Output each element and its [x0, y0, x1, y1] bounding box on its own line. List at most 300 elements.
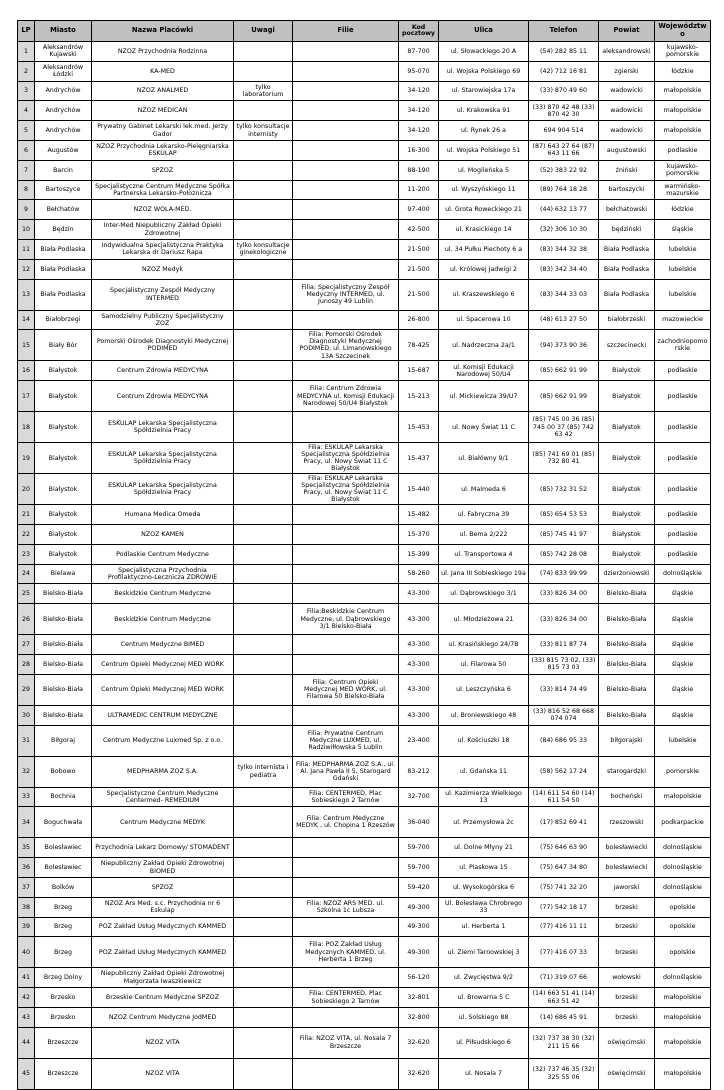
table-row [18, 654, 711, 674]
cell-powiat: dzierżoniowski [599, 564, 655, 584]
cell-uwagi [234, 584, 293, 604]
cell-kod: 49-300 [399, 897, 439, 917]
cell-ulica: ul. 34 Pułku Piechoty 6 a [439, 239, 529, 259]
cell-telefon: (54) 282 85 11 [529, 42, 599, 62]
cell-telefon: (32) 737 38 30 (32) 211 15 66 [529, 1027, 599, 1058]
cell-kod: 49-300 [399, 917, 439, 937]
cell-kod: 43-300 [399, 674, 439, 705]
cell-uwagi [234, 1058, 293, 1089]
cell-powiat: jaworski [599, 877, 655, 897]
cell-telefon: (33) 816 52 68 668 074 074 [529, 705, 599, 725]
cell-miasto: Boguchwała [35, 807, 92, 838]
cell-ulica: ul. Mogileńska 5 [439, 160, 529, 180]
table-row [18, 838, 711, 858]
cell-kod: 34-120 [399, 101, 439, 121]
cell-nazwa: KA-MED [92, 61, 234, 81]
cell-ulica: ul. Spacerowa 10 [439, 310, 529, 330]
cell-uwagi [234, 544, 293, 564]
cell-kod: 78-425 [399, 330, 439, 361]
table-row [18, 584, 711, 604]
cell-uwagi [234, 160, 293, 180]
cell-filie: Filia: Pomorski Ośrodek Diagnostyki Medycznej PODIMED, ul. Limanowskiego 13A Szczecinek [293, 330, 399, 361]
cell-telefon: (85) 745 41 97 [529, 524, 599, 544]
cell-telefon: (85) 745 00 36 (85) 745 00 37 (85) 742 63 42 [529, 412, 599, 443]
cell-nazwa: Brzeskie Centrum Medyczne SPZOZ [92, 988, 234, 1008]
cell-kod: 43-300 [399, 635, 439, 655]
cell-powiat: Bielsko-Biała [599, 705, 655, 725]
cell-powiat: zgierski [599, 61, 655, 81]
cell-wojewodztwo: małopolskie [655, 1027, 711, 1058]
cell-ulica: ul. Dąbrowskiego 3/1 [439, 584, 529, 604]
cell-kod: 83-212 [399, 756, 439, 787]
cell-miasto: Białobrzegi [35, 310, 92, 330]
cell-wojewodztwo: małopolskie [655, 988, 711, 1008]
cell-uwagi [234, 654, 293, 674]
cell-powiat: bełchatowski [599, 200, 655, 220]
col-header-powiat: Powiat [599, 21, 655, 42]
cell-filie [293, 310, 399, 330]
cell-lp: 35 [18, 838, 35, 858]
cell-kod: 32-620 [399, 1027, 439, 1058]
cell-uwagi [234, 897, 293, 917]
cell-kod: 43-300 [399, 584, 439, 604]
cell-ulica: ul. Gdańska 11 [439, 756, 529, 787]
cell-wojewodztwo: dolnośląskie [655, 968, 711, 988]
table-row [18, 61, 711, 81]
cell-kod: 97-400 [399, 200, 439, 220]
col-header-uwagi: Uwagi [234, 21, 293, 42]
cell-uwagi [234, 917, 293, 937]
cell-lp: 1 [18, 42, 35, 62]
cell-uwagi [234, 524, 293, 544]
cell-filie [293, 654, 399, 674]
cell-telefon: (85) 732 31 52 [529, 474, 599, 505]
cell-lp: 18 [18, 412, 35, 443]
cell-uwagi [234, 42, 293, 62]
table-row [18, 807, 711, 838]
cell-lp: 8 [18, 180, 35, 200]
cell-nazwa: ESKULAP Lekarska Specjalistyczna Spółdzielnia Pracy [92, 412, 234, 443]
cell-uwagi [234, 412, 293, 443]
cell-miasto: Białystok [35, 443, 92, 474]
cell-telefon: (33) 870 49 60 [529, 81, 599, 101]
cell-lp: 19 [18, 443, 35, 474]
cell-wojewodztwo: podlaskie [655, 524, 711, 544]
cell-kod: 32-700 [399, 787, 439, 807]
cell-nazwa: Centrum Medyczne BIMED [92, 635, 234, 655]
cell-kod: 23-400 [399, 725, 439, 756]
cell-telefon: (77) 416 11 11 [529, 917, 599, 937]
cell-filie [293, 968, 399, 988]
cell-wojewodztwo: kujawsko-pomorskie [655, 42, 711, 62]
cell-nazwa: Centrum Zdrowia MEDYCYNA [92, 381, 234, 412]
cell-lp: 17 [18, 381, 35, 412]
cell-powiat: rzeszowski [599, 807, 655, 838]
cell-powiat: będziński [599, 220, 655, 240]
cell-miasto: Bochnia [35, 787, 92, 807]
cell-telefon: (77) 542 18 17 [529, 897, 599, 917]
cell-miasto: Biała Podlaska [35, 239, 92, 259]
cell-lp: 31 [18, 725, 35, 756]
table-row [18, 505, 711, 525]
cell-ulica: ul. Mickiewicza 39/U7 [439, 381, 529, 412]
cell-ulica: ul. Filarowa 50 [439, 654, 529, 674]
cell-filie [293, 61, 399, 81]
table-row [18, 121, 711, 141]
cell-powiat: Bielsko-Biała [599, 674, 655, 705]
cell-lp: 33 [18, 787, 35, 807]
cell-filie: Filia: CENTERMED, Plac Sobieskiego 2 Tarnów [293, 787, 399, 807]
cell-kod: 43-300 [399, 705, 439, 725]
cell-powiat: Białystok [599, 524, 655, 544]
cell-kod: 16-300 [399, 140, 439, 160]
cell-miasto: Brzeszcze [35, 1058, 92, 1089]
cell-wojewodztwo: śląskie [655, 705, 711, 725]
cell-uwagi [234, 674, 293, 705]
table-row [18, 858, 711, 878]
cell-lp: 2 [18, 61, 35, 81]
cell-filie [293, 584, 399, 604]
cell-uwagi [234, 140, 293, 160]
cell-miasto: Brzeg Dolny [35, 968, 92, 988]
cell-nazwa: MEDPHARMA ZOZ S.A. [92, 756, 234, 787]
col-header-filie: Filie [293, 21, 399, 42]
cell-nazwa: NZOZ WOLA-MED. [92, 200, 234, 220]
cell-nazwa: SPZOZ [92, 877, 234, 897]
cell-telefon: (58) 562 17 24 [529, 756, 599, 787]
cell-lp: 21 [18, 505, 35, 525]
table-row [18, 474, 711, 505]
cell-nazwa: NZOZ Przychodnia Lekarsko-Pielęgniarska ESKULAP [92, 140, 234, 160]
cell-miasto: Brzeg [35, 917, 92, 937]
cell-wojewodztwo: łódzkie [655, 61, 711, 81]
table-row [18, 604, 711, 635]
cell-powiat: brzeski [599, 937, 655, 968]
cell-telefon: (32) 306 10 30 [529, 220, 599, 240]
cell-miasto: Biała Podlaska [35, 279, 92, 310]
cell-lp: 44 [18, 1027, 35, 1058]
cell-powiat: Białystok [599, 544, 655, 564]
cell-powiat: bolesławiecki [599, 838, 655, 858]
cell-wojewodztwo: zachodniopomorskie [655, 330, 711, 361]
table-row [18, 725, 711, 756]
cell-powiat: wadowicki [599, 121, 655, 141]
cell-wojewodztwo: kujawsko-pomorskie [655, 160, 711, 180]
table-row [18, 239, 711, 259]
cell-miasto: Bielawa [35, 564, 92, 584]
cell-nazwa: Humana Medica Omeda [92, 505, 234, 525]
cell-nazwa: NZOZ VITA [92, 1058, 234, 1089]
cell-wojewodztwo: małopolskie [655, 1007, 711, 1027]
table-row [18, 877, 711, 897]
cell-uwagi [234, 505, 293, 525]
cell-lp: 13 [18, 279, 35, 310]
cell-ulica: Ul. Bolesława Chrobrego 33 [439, 897, 529, 917]
cell-filie [293, 1058, 399, 1089]
cell-nazwa: SPZOZ [92, 160, 234, 180]
cell-wojewodztwo: mazowieckie [655, 310, 711, 330]
cell-miasto: Białystok [35, 381, 92, 412]
table-row [18, 674, 711, 705]
cell-filie: Filia: Prywatne Centrum Medyczne LUXMED, ul. Radziwiłłowska 5 Lublin [293, 725, 399, 756]
cell-lp: 29 [18, 674, 35, 705]
cell-filie: Filia:Beskidzkie Centrum Medyczne, ul. Dąbrowskiego 3/1 Bielsko-Biała [293, 604, 399, 635]
cell-miasto: Białystok [35, 361, 92, 381]
cell-nazwa: Centrum Medyczne Luxmed Sp. z o.o. [92, 725, 234, 756]
table-row [18, 756, 711, 787]
cell-kod: 15-213 [399, 381, 439, 412]
cell-powiat: Białystok [599, 474, 655, 505]
cell-uwagi [234, 1027, 293, 1058]
cell-filie: Filia: NZOZ VITA, ul. Nosala 7 Brzeszcze [293, 1027, 399, 1058]
cell-lp: 5 [18, 121, 35, 141]
cell-lp: 15 [18, 330, 35, 361]
cell-telefon: (14) 686 45 91 [529, 1007, 599, 1027]
cell-uwagi [234, 635, 293, 655]
cell-powiat: Biała Podlaska [599, 259, 655, 279]
cell-miasto: Bolesławiec [35, 838, 92, 858]
cell-kod: 32-620 [399, 1058, 439, 1089]
cell-miasto: Aleksandrów Kujawski [35, 42, 92, 62]
cell-powiat: Biała Podlaska [599, 279, 655, 310]
cell-uwagi [234, 807, 293, 838]
cell-uwagi [234, 877, 293, 897]
cell-kod: 43-300 [399, 604, 439, 635]
cell-filie [293, 917, 399, 937]
cell-powiat: Biała Podlaska [599, 239, 655, 259]
cell-uwagi [234, 937, 293, 968]
cell-miasto: Augustów [35, 140, 92, 160]
cell-telefon: (83) 344 33 03 [529, 279, 599, 310]
cell-filie [293, 524, 399, 544]
cell-uwagi [234, 330, 293, 361]
cell-uwagi [234, 220, 293, 240]
cell-wojewodztwo: podlaskie [655, 443, 711, 474]
cell-powiat: aleksandrowski [599, 42, 655, 62]
cell-wojewodztwo: podkarpackie [655, 807, 711, 838]
cell-powiat: Białystok [599, 361, 655, 381]
cell-ulica: ul. Kościuszki 18 [439, 725, 529, 756]
cell-uwagi [234, 310, 293, 330]
cell-kod: 95-070 [399, 61, 439, 81]
cell-nazwa: NZOZ ANALMED [92, 81, 234, 101]
cell-powiat: Białystok [599, 412, 655, 443]
cell-kod: 49-300 [399, 937, 439, 968]
cell-filie [293, 140, 399, 160]
cell-filie: Filia: Specjalistyczny Zespół Medyczny INTERMED, ul. Junoszy 49 Lublin [293, 279, 399, 310]
cell-powiat: Białystok [599, 381, 655, 412]
cell-uwagi [234, 61, 293, 81]
cell-uwagi [234, 361, 293, 381]
cell-wojewodztwo: dolnośląskie [655, 838, 711, 858]
cell-miasto: Biały Bór [35, 330, 92, 361]
cell-uwagi: tylko laboratorium [234, 81, 293, 101]
cell-wojewodztwo: lubelskie [655, 239, 711, 259]
cell-wojewodztwo: podlaskie [655, 140, 711, 160]
cell-nazwa: Specjalistyczne Centrum Medyczne Spółka Partnerska Lekarsko-Położnicza [92, 180, 234, 200]
cell-telefon: (33) 870 42 48 (33) 870 42 30 [529, 101, 599, 121]
cell-nazwa: ULTRAMEDIC CENTRUM MEDYCZNE [92, 705, 234, 725]
cell-kod: 34-120 [399, 81, 439, 101]
cell-ulica: ul. Malmeda 6 [439, 474, 529, 505]
table-row [18, 412, 711, 443]
cell-ulica: ul. Ziemi Tarnowskiej 3 [439, 937, 529, 968]
cell-kod: 15-399 [399, 544, 439, 564]
cell-filie [293, 564, 399, 584]
cell-miasto: Bielsko-Biała [35, 604, 92, 635]
cell-uwagi: tylko internista i pediatra [234, 756, 293, 787]
cell-lp: 26 [18, 604, 35, 635]
cell-ulica: ul. Piłsudskiego 6 [439, 1027, 529, 1058]
cell-telefon: (85) 654 53 53 [529, 505, 599, 525]
cell-telefon: (14) 663 51 41 (14) 663 51 42 [529, 988, 599, 1008]
cell-lp: 14 [18, 310, 35, 330]
cell-nazwa: Niepubliczny Zakład Opieki Zdrowotnej Małgorzata Iwaszkiewicz [92, 968, 234, 988]
cell-filie [293, 858, 399, 878]
col-header-miasto: Miasto [35, 21, 92, 42]
cell-wojewodztwo: śląskie [655, 584, 711, 604]
cell-telefon: (33) 811 87 74 [529, 635, 599, 655]
cell-kod: 21-500 [399, 239, 439, 259]
cell-powiat: biłgorajski [599, 725, 655, 756]
cell-nazwa: NZOZ MEDICAN [92, 101, 234, 121]
cell-filie: Filia: Centrum Zdrowia MEDYCYNA ul. Komisji Edukacji Narodowej 50/U4 Białystok [293, 381, 399, 412]
cell-filie [293, 1007, 399, 1027]
cell-ulica: ul. Transportowa 4 [439, 544, 529, 564]
cell-lp: 20 [18, 474, 35, 505]
cell-powiat: oświęcimski [599, 1058, 655, 1089]
cell-ulica: ul. Grota Roweckiego 21 [439, 200, 529, 220]
cell-wojewodztwo: podlaskie [655, 544, 711, 564]
cell-nazwa: Centrum Zdrowia MEDYCYNA [92, 361, 234, 381]
cell-telefon: (71) 319 07 66 [529, 968, 599, 988]
table-row [18, 330, 711, 361]
table-row [18, 381, 711, 412]
table-row [18, 140, 711, 160]
cell-filie: Filia: POZ Zakład Usług Medycznych KAMMED, ul. Herberta 1 Brzeg [293, 937, 399, 968]
cell-ulica: ul. Dolne Młyny 21 [439, 838, 529, 858]
cell-lp: 4 [18, 101, 35, 121]
cell-telefon: (77) 416 07 33 [529, 937, 599, 968]
cell-uwagi [234, 474, 293, 505]
cell-wojewodztwo: podlaskie [655, 505, 711, 525]
cell-filie [293, 635, 399, 655]
cell-lp: 36 [18, 858, 35, 878]
cell-lp: 27 [18, 635, 35, 655]
col-header-nazwa: Nazwa Placówki [92, 21, 234, 42]
cell-miasto: Bartoszyce [35, 180, 92, 200]
cell-ulica: ul. Komisji Edukacji Narodowej 50/U4 [439, 361, 529, 381]
cell-telefon: (84) 686 95 33 [529, 725, 599, 756]
table-row [18, 180, 711, 200]
cell-uwagi [234, 858, 293, 878]
cell-uwagi [234, 200, 293, 220]
cell-uwagi [234, 838, 293, 858]
cell-telefon: (33) 814 74 49 [529, 674, 599, 705]
cell-telefon: (83) 342 34 40 [529, 259, 599, 279]
cell-powiat: białobrzeski [599, 310, 655, 330]
cell-telefon: (89) 764 18 28 [529, 180, 599, 200]
col-header-lp: LP [18, 21, 35, 42]
cell-filie [293, 705, 399, 725]
table-row [18, 101, 711, 121]
cell-uwagi [234, 968, 293, 988]
table-row [18, 524, 711, 544]
cell-lp: 9 [18, 200, 35, 220]
cell-miasto: Biała Podlaska [35, 259, 92, 279]
cell-miasto: Bielsko-Biała [35, 635, 92, 655]
cell-filie [293, 505, 399, 525]
cell-filie [293, 180, 399, 200]
cell-kod: 32-801 [399, 988, 439, 1008]
cell-telefon: (83) 344 32 38 [529, 239, 599, 259]
table-row [18, 564, 711, 584]
cell-powiat: Bielsko-Biała [599, 635, 655, 655]
cell-powiat: brzeski [599, 897, 655, 917]
cell-powiat: wołowski [599, 968, 655, 988]
cell-kod: 15-370 [399, 524, 439, 544]
cell-powiat: oświęcimski [599, 1027, 655, 1058]
cell-powiat: brzeski [599, 988, 655, 1008]
cell-miasto: Białystok [35, 474, 92, 505]
cell-lp: 11 [18, 239, 35, 259]
cell-wojewodztwo: dolnośląskie [655, 877, 711, 897]
cell-kod: 43-300 [399, 654, 439, 674]
cell-miasto: Brzeg [35, 897, 92, 917]
table-row [18, 635, 711, 655]
cell-filie: Filia: CENTERMED, Plac Sobieskiego 2 Tarnów [293, 988, 399, 1008]
cell-kod: 15-687 [399, 361, 439, 381]
table-row [18, 917, 711, 937]
cell-telefon: (85) 662 91 99 [529, 361, 599, 381]
cell-nazwa: POZ Zakład Usług Medycznych KAMMED [92, 917, 234, 937]
cell-miasto: Bolesławiec [35, 858, 92, 878]
cell-wojewodztwo: lubelskie [655, 725, 711, 756]
cell-ulica: ul. Bema 2/222 [439, 524, 529, 544]
cell-kod: 15-453 [399, 412, 439, 443]
cell-miasto: Białystok [35, 544, 92, 564]
cell-filie [293, 81, 399, 101]
cell-kod: 59-700 [399, 858, 439, 878]
cell-kod: 87-700 [399, 42, 439, 62]
table-row [18, 544, 711, 564]
cell-telefon: (75) 646 63 90 [529, 838, 599, 858]
cell-ulica: ul. Herberta 1 [439, 917, 529, 937]
cell-filie: Filia: ESKULAP Lekarska Specjalistyczna Spółdzielnia Pracy, ul. Nowy Świat 11 C Białystok [293, 443, 399, 474]
col-header-telefon: Telefon [529, 21, 599, 42]
cell-ulica: ul. Krakowska 91 [439, 101, 529, 121]
cell-nazwa: Indywidualna Specjalistyczna Praktyka Lekarska dr Dariusz Rapa [92, 239, 234, 259]
cell-uwagi [234, 1007, 293, 1027]
cell-nazwa: POZ Zakład Usług Medycznych KAMMED [92, 937, 234, 968]
cell-powiat: żniński [599, 160, 655, 180]
cell-miasto: Aleksandrów Łódzki [35, 61, 92, 81]
cell-uwagi [234, 787, 293, 807]
cell-miasto: Będzin [35, 220, 92, 240]
cell-filie [293, 838, 399, 858]
cell-powiat: bolesławiecki [599, 858, 655, 878]
cell-miasto: Brzeg [35, 937, 92, 968]
cell-kod: 21-500 [399, 279, 439, 310]
cell-miasto: Białystok [35, 505, 92, 525]
cell-kod: 11-200 [399, 180, 439, 200]
cell-telefon: (32) 737 46 35 (32) 325 55 06 [529, 1058, 599, 1089]
cell-telefon: (87) 643 27 64 (87) 643 11 66 [529, 140, 599, 160]
cell-kod: 56-120 [399, 968, 439, 988]
cell-wojewodztwo: śląskie [655, 604, 711, 635]
cell-filie: Filia: ESKULAP Lekarska Specjalistyczna Spółdzielnia Pracy, ul. Nowy Świat 11 C Białystok [293, 474, 399, 505]
cell-lp: 32 [18, 756, 35, 787]
